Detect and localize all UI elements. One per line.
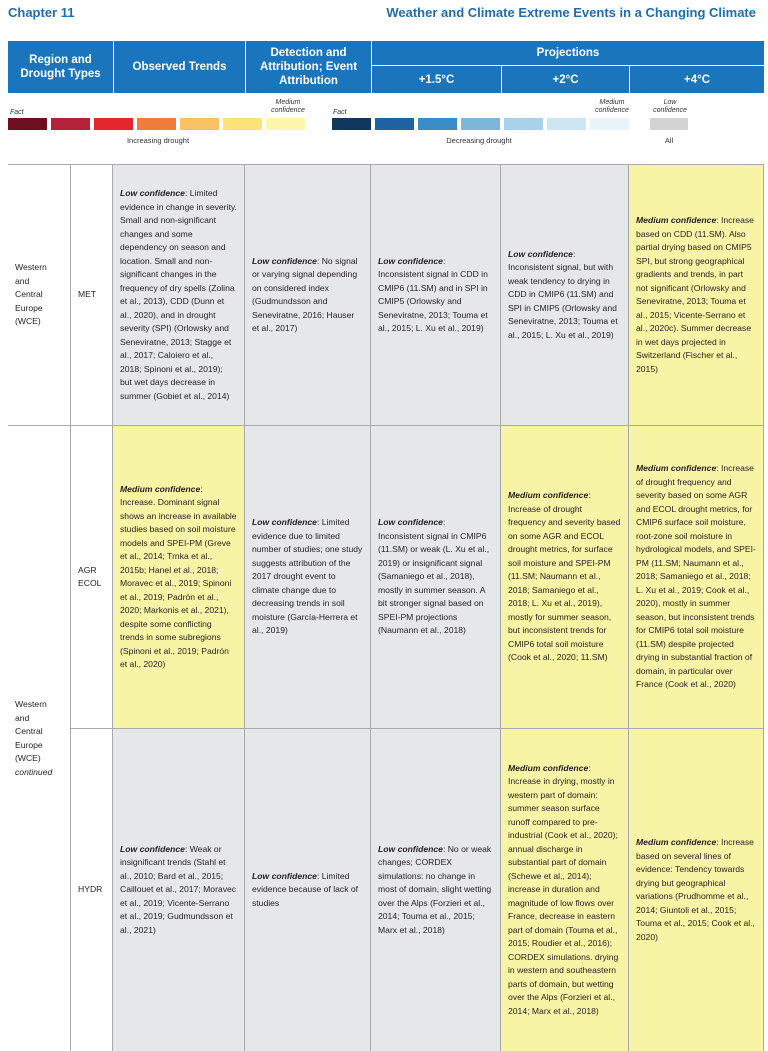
drought-table [8, 165, 764, 1051]
legend-swatch [266, 118, 305, 130]
legend-swatch [590, 118, 629, 130]
region-cell-continued: Western and Central Europe (WCE) continued [8, 426, 71, 1051]
header-projections: Projections [536, 47, 600, 59]
legend-swatch [180, 118, 219, 130]
hydr-p2: Medium confidence: Increase in drying, mostly in western part of domain: summer season surface runoff compared to pre-industrial (Cook et al., 2020); annual discharge in substantial part of domain (Schewe et al., 2014); increase in duration and magnitude of low flows over France, decrease in eastern part of domain (Touma et al., 2015; Roudier et al., 2016); CORDEX simulations. drying in western and southeastern parts of domain, but wetting over the Alps (Forzieri et al., 2014; Marx et al., 2018) [501, 729, 629, 1051]
agr-p15: Low confidence: Inconsistent signal in CMIP6 (11.SM) or weak (L. Xu et al., 2019) or insignificant signal (Samaniego et al., 2018), mostly in summer season. A bit stronger signal based on SPEI-PM projections (Naumann et al., 2018) [371, 426, 501, 729]
legend-swatch [137, 118, 176, 130]
met-observed: Low confidence: Limited evidence in change in severity. Small and non-significant changes and some dependency on season and location. Small and non-significant changes in the frequency of dry spells (Zolina et al., 2013), CDD (Dunn et al., 2020), and in drought severity (SPI) (Orlowsky and Seneviratne, 2013; Stagge et al., 2017; Caloiero et al., 2018; Spinoni et al., 2019); but wet days decrease in summer (Gobiet et al., 2014) [113, 165, 245, 426]
legend-swatch [51, 118, 90, 130]
legend-swatch [375, 118, 414, 130]
chapter-label: Chapter 11 [8, 4, 75, 20]
agr-observed: Medium confidence: Increase. Dominant signal shows an increase in available studies based on soil moisture models and SPEI-PM (Greve et al., 2014; Trnka et al., 2015b; Hanel et al., 2018; Moravec et al., 2019; Spinoni et al., 2019; Padrón et al., 2020; Markonis et al., 2021), despite some conflicting trends in some subregions (Spinoni et al., 2019; Padrón et al., 2020) [113, 426, 245, 729]
agr-detection: Low confidence: Limited evidence due to limited number of studies; one study suggests attribution of the 2017 drought event to climate change due to decreasing trends in soil moisture (García-Herrera et al., 2019) [245, 426, 371, 729]
legend-fact-right: Fact [333, 109, 347, 116]
drought-type-met: MET [71, 165, 113, 426]
legend-increasing-caption: Increasing drought [126, 136, 190, 145]
hydr-p4: Medium confidence: Increase based on several lines of evidence: Tendency towards drying but geographical variations (Prudhomme et al., 2014; Giuntoli et al., 2015; Touma et al., 2015; Cook et al., 2020) [629, 729, 764, 1051]
chapter-title: Weather and Climate Extreme Events in a Changing Climate [386, 4, 756, 20]
header-detection: Detection and Attribution; Event Attribution [259, 47, 358, 87]
header-region: Region and Drought Types [20, 54, 101, 80]
legend-swatch [94, 118, 133, 130]
legend-all-caption: All [664, 136, 674, 145]
header-p2: +2°C [552, 73, 579, 86]
legend-swatch [332, 118, 371, 130]
legend-swatch [547, 118, 586, 130]
agr-p2: Medium confidence: Increase of drought frequency and severity based on some AGR and ECOL drought metrics, for surface soil moisture and SPEI-PM (11.SM; Naumann et al., 2018; Samaniego et al., 2018; L. Xu et al., 2019), mostly for summer season, but inconsistent trends for CMIP6 total soil moisture (Cook et al., 2020; 11.SM) [501, 426, 629, 729]
met-p2: Low confidence: Inconsistent signal, but with weak tendency to drying in CDD in CMIP6 (11.SM) and SPI in CMIP5 (Orlowsky and Seneviratne, 2013; Touma et al., 2015; L. Xu et al., 2019) [501, 165, 629, 426]
legend-decreasing-caption: Decreasing drought [446, 136, 512, 145]
legend-medium-right: Medium confidence [595, 99, 629, 114]
header-observed: Observed Trends [132, 61, 227, 73]
legend-swatch [504, 118, 543, 130]
met-detection: Low confidence: No signal or varying signal depending on considered index (Gudmundsson and Seneviratne, 2016; Hauser et al., 2017) [245, 165, 371, 426]
legend-swatch [8, 118, 47, 130]
legend-fact-left: Fact [10, 109, 24, 116]
region-cell: Western and Central Europe (WCE) [8, 165, 71, 426]
running-head [8, 2, 756, 22]
drought-type-agr: AGR ECOL [71, 426, 113, 729]
met-p4: Medium confidence: Increase based on CDD (11.SM). Also partial drying based on CMIP5 SPI, but strong geographical gradients and trends, in part not significant (Orlowsky and Seneviratne, 2013; Touma et al., 2015; Vicente-Serrano et al., 2020c). Summer decrease in wet days projected in Switzerland (Fischer et al., 2015) [629, 165, 764, 426]
drought-type-hydr: HYDR [71, 729, 113, 1051]
legend-medium-left: Medium confidence [271, 99, 305, 114]
agr-p4: Medium confidence: Increase of drought frequency and severity based on some AGR and ECOL drought metrics, for CMIP6 surface soil moisture, root-zone soil moisture in hydrological models, and SPEI-PM (11.SM; Naumann et al., 2018; Samaniego et al., 2018; L. Xu et al., 2019; Cook et al., 2020), mostly in summer season, but inconsistent trends for CMIP6 total soil moisture (11.SM) despite projected drying in substantial fraction of domain, in particular over France (Cook et al., 2020) [629, 426, 764, 729]
legend-swatch [461, 118, 500, 130]
legend-low: Low confidence [653, 99, 687, 114]
legend-swatch [418, 118, 457, 130]
header-p15: +1.5°C [418, 73, 455, 86]
hydr-observed: Low confidence: Weak or insignificant trends (Stahl et al., 2010; Bard et al., 2015; Caillouet et al., 2017; Moravec et al., 2019; Vicente-Serrano et al., 2019; Gudmundsson et al., 2021) [113, 729, 245, 1051]
legend-low-swatch [650, 118, 688, 130]
legend-swatch [223, 118, 262, 130]
header-p4: +4°C [683, 73, 710, 86]
met-p15: Low confidence: Inconsistent signal in CDD in CMIP6 (11.SM) and in SPI in CMIP5 (Orlowsky and Seneviratne, 2013; Touma et al., 2015; L. Xu et al., 2019) [371, 165, 501, 426]
table-header [8, 41, 764, 93]
hydr-detection: Low confidence: Limited evidence because of lack of studies [245, 729, 371, 1051]
hydr-p15: Low confidence: No or weak changes; CORDEX simulations: no change in most of domain, slight wetting over the Alps (Forzieri et al., 2014; Touma et al., 2015; Marx et al., 2018) [371, 729, 501, 1051]
